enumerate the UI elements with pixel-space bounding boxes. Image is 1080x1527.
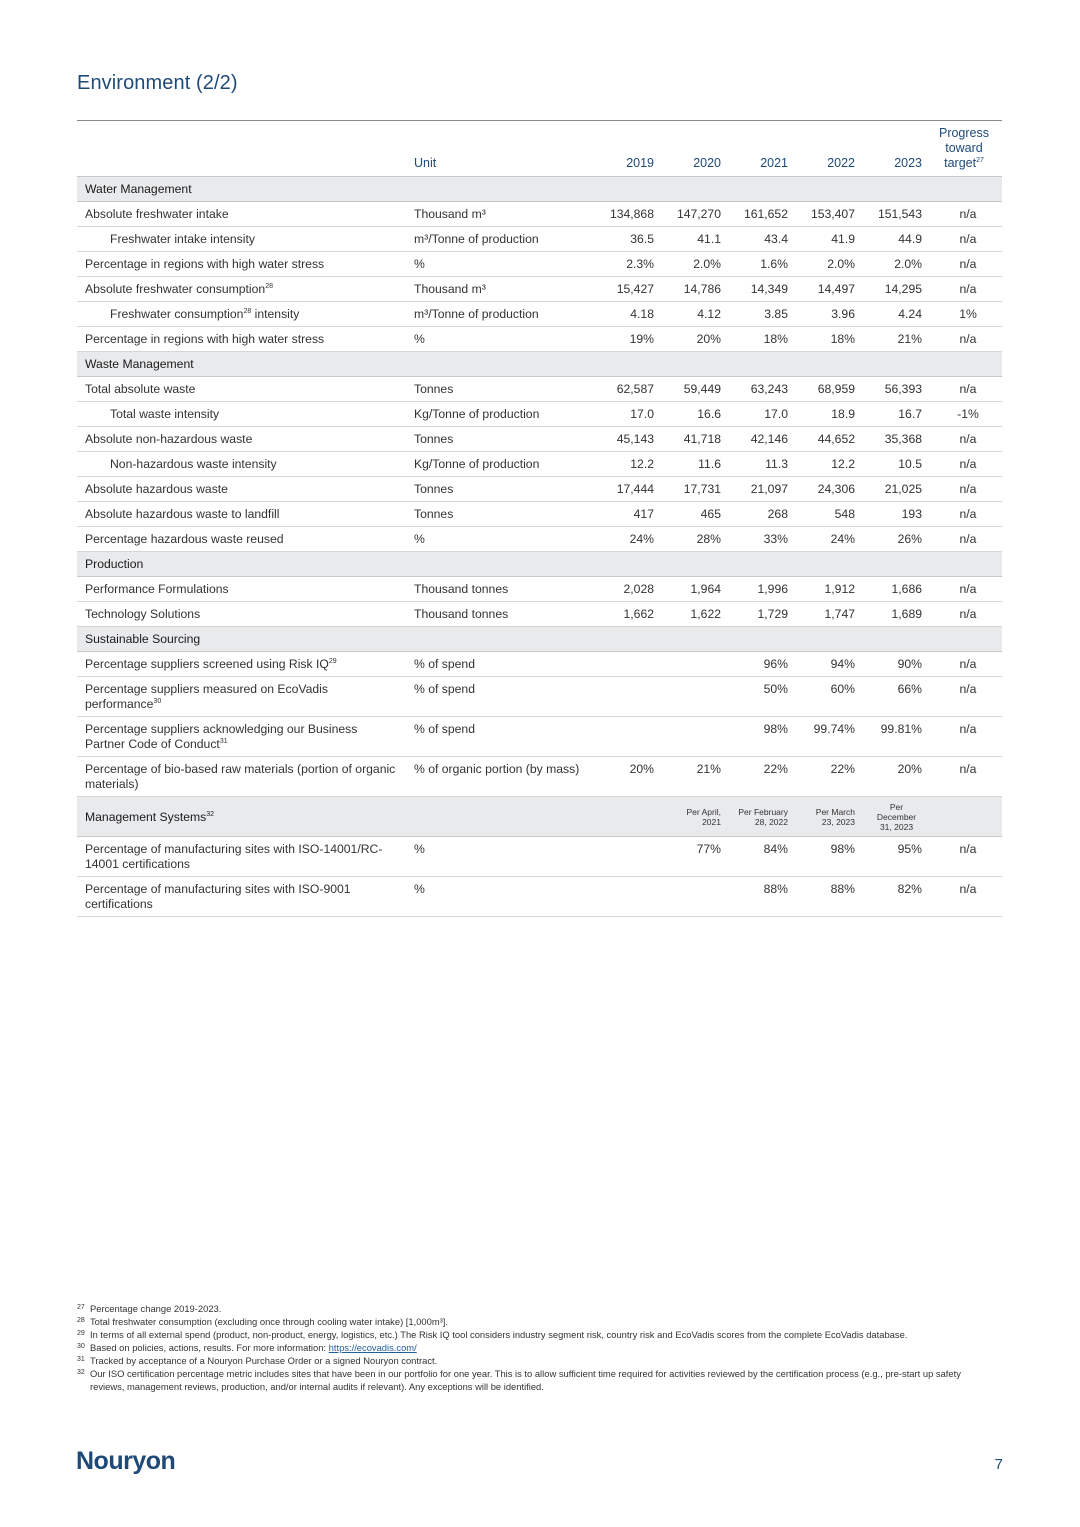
value-2020: 59,449	[662, 377, 729, 402]
footnote	[77, 1328, 977, 1341]
footnote-number: 31	[77, 1356, 85, 1363]
value-2021: 268	[729, 502, 796, 527]
as-of-text: Per March	[815, 807, 855, 817]
value-progress: n/a	[930, 427, 1002, 452]
footnote	[77, 1315, 977, 1328]
table-row	[77, 502, 1002, 527]
metric-unit: Kg/Tonne of production	[406, 452, 595, 477]
value-2020: 4.12	[662, 302, 729, 327]
metric-unit: Thousand m³	[406, 277, 595, 302]
value-2019: 417	[595, 502, 662, 527]
value-2023: 95%	[863, 837, 930, 877]
value-progress: n/a	[930, 252, 1002, 277]
section-production	[77, 552, 1002, 577]
metric-label: Technology Solutions	[77, 602, 406, 627]
value-2020: 41,718	[662, 427, 729, 452]
metric-unit: % of spend	[406, 652, 595, 677]
value-2023: 82%	[863, 877, 930, 917]
header-progress-line3: target	[944, 156, 977, 170]
value-2021: 18%	[729, 327, 796, 352]
header-progress	[930, 121, 1002, 177]
as-of-2019	[595, 797, 662, 837]
value-progress: 1%	[930, 302, 1002, 327]
footnote-text	[90, 1341, 977, 1354]
metric-label-text: Percentage suppliers acknowledging our Business Partner Code of Conduct	[85, 722, 358, 751]
table-row	[77, 757, 1002, 797]
value-2019	[595, 877, 662, 917]
footnote-text: Percentage change 2019-2023.	[90, 1303, 222, 1314]
footnote-ref: 32	[206, 810, 215, 818]
header-year-2019: 2019	[595, 121, 662, 177]
footnote-text-body: Based on policies, actions, results. For more information:	[90, 1342, 329, 1353]
section-title-text: Management Systems	[85, 809, 207, 824]
as-of-2021	[729, 797, 796, 837]
value-2021: 1,996	[729, 577, 796, 602]
value-progress: -1%	[930, 402, 1002, 427]
value-2022: 99.74%	[796, 717, 863, 757]
table-row	[77, 302, 1002, 327]
metric-unit: % of spend	[406, 717, 595, 757]
section-title: Waste Management	[77, 352, 1002, 377]
header-unit: Unit	[406, 121, 595, 177]
as-of-text: Per April,	[686, 807, 721, 817]
value-progress: n/a	[930, 227, 1002, 252]
table-row	[77, 202, 1002, 227]
value-2021: 63,243	[729, 377, 796, 402]
header-progress-line2: toward	[945, 141, 983, 155]
footnote-number: 32	[77, 1369, 85, 1376]
metric-label: Percentage of manufacturing sites with ISO-9001 certifications	[77, 877, 406, 917]
value-2023: 35,368	[863, 427, 930, 452]
value-2021: 1.6%	[729, 252, 796, 277]
footnote	[77, 1341, 977, 1354]
footnote-text: Tracked by acceptance of a Nouryon Purchase Order or a signed Nouryon contract.	[90, 1355, 438, 1366]
value-2022: 98%	[796, 837, 863, 877]
section-sustainable-sourcing	[77, 627, 1002, 652]
table-row	[77, 837, 1002, 877]
value-2021: 3.85	[729, 302, 796, 327]
value-2022: 68,959	[796, 377, 863, 402]
header-progress-line1: Progress	[938, 126, 990, 140]
value-2021: 22%	[729, 757, 796, 797]
value-2021: 43.4	[729, 227, 796, 252]
value-2023: 193	[863, 502, 930, 527]
value-2019: 45,143	[595, 427, 662, 452]
value-2021: 1,729	[729, 602, 796, 627]
value-2022: 3.96	[796, 302, 863, 327]
value-progress: n/a	[930, 602, 1002, 627]
footnote-ref: 28	[243, 307, 252, 315]
value-progress: n/a	[930, 717, 1002, 757]
value-2022: 1,747	[796, 602, 863, 627]
value-2022: 548	[796, 502, 863, 527]
value-2021: 17.0	[729, 402, 796, 427]
value-progress: n/a	[930, 877, 1002, 917]
value-2022: 24,306	[796, 477, 863, 502]
value-2020: 20%	[662, 327, 729, 352]
metric-label	[77, 302, 406, 327]
table-row	[77, 717, 1002, 757]
footnote	[77, 1367, 977, 1393]
page-number: 7	[994, 1456, 1003, 1473]
value-2022: 1,912	[796, 577, 863, 602]
value-2022: 153,407	[796, 202, 863, 227]
footnote-ref: 27	[976, 156, 984, 164]
metric-label	[77, 677, 406, 717]
section-management-systems	[77, 797, 1002, 837]
value-progress: n/a	[930, 477, 1002, 502]
value-2019: 36.5	[595, 227, 662, 252]
value-2023: 1,686	[863, 577, 930, 602]
value-2022: 44,652	[796, 427, 863, 452]
value-2023: 2.0%	[863, 252, 930, 277]
value-2023: 1,689	[863, 602, 930, 627]
value-2021: 21,097	[729, 477, 796, 502]
value-2023: 14,295	[863, 277, 930, 302]
table-row	[77, 877, 1002, 917]
value-2021: 84%	[729, 837, 796, 877]
value-2020: 2.0%	[662, 252, 729, 277]
table-row	[77, 252, 1002, 277]
value-progress: n/a	[930, 577, 1002, 602]
value-2019: 19%	[595, 327, 662, 352]
value-2023: 90%	[863, 652, 930, 677]
value-2019: 17,444	[595, 477, 662, 502]
value-2023: 4.24	[863, 302, 930, 327]
value-2021: 33%	[729, 527, 796, 552]
value-2021: 14,349	[729, 277, 796, 302]
footnote-text: Total freshwater consumption (excluding once through cooling water intake) [1,000m³].	[90, 1316, 449, 1327]
value-2022: 60%	[796, 677, 863, 717]
metric-unit: %	[406, 877, 595, 917]
value-2019: 2,028	[595, 577, 662, 602]
value-progress: n/a	[930, 677, 1002, 717]
value-2022: 12.2	[796, 452, 863, 477]
value-2022: 41.9	[796, 227, 863, 252]
value-2019: 12.2	[595, 452, 662, 477]
value-2020: 11.6	[662, 452, 729, 477]
value-progress: n/a	[930, 527, 1002, 552]
value-2023: 56,393	[863, 377, 930, 402]
header-year-2021: 2021	[729, 121, 796, 177]
value-progress: n/a	[930, 202, 1002, 227]
as-of-text: 2021	[702, 817, 721, 827]
metric-label-text: Percentage suppliers measured on EcoVadis performance	[85, 682, 328, 711]
metric-label: Percentage in regions with high water stress	[77, 252, 406, 277]
table-row	[77, 477, 1002, 502]
value-2019: 15,427	[595, 277, 662, 302]
as-of-text: Per	[889, 802, 904, 812]
table-row	[77, 377, 1002, 402]
value-2019: 134,868	[595, 202, 662, 227]
table-row	[77, 427, 1002, 452]
value-2022: 18.9	[796, 402, 863, 427]
value-2020: 17,731	[662, 477, 729, 502]
footnote-text: Our ISO certification percentage metric includes sites that have been in our portfolio for one year. This is to allow sufficient time required for activities reviewed by the certification process (e.g., pre-start up safety reviews, management reviews, production, and/or internal audits if relevant). Any exceptions will be identified.	[90, 1368, 961, 1392]
footnote-ref: 31	[219, 737, 228, 745]
metric-unit: Thousand tonnes	[406, 577, 595, 602]
metric-unit: %	[406, 327, 595, 352]
value-2020	[662, 677, 729, 717]
table-header-row	[77, 121, 1002, 177]
section-waste-management	[77, 352, 1002, 377]
metric-label	[77, 277, 406, 302]
metric-label-text: intensity	[251, 307, 300, 321]
footnote-ref: 28	[265, 282, 273, 290]
metric-unit: %	[406, 527, 595, 552]
value-2019	[595, 652, 662, 677]
metric-unit: Tonnes	[406, 427, 595, 452]
footnote-number: 28	[77, 1317, 85, 1324]
value-2023: 10.5	[863, 452, 930, 477]
value-2023: 66%	[863, 677, 930, 717]
table-row	[77, 527, 1002, 552]
as-of-text: 23, 2023	[821, 817, 855, 827]
value-progress: n/a	[930, 837, 1002, 877]
metric-label: Freshwater intake intensity	[77, 227, 406, 252]
table-row	[77, 327, 1002, 352]
footnote-number: 30	[77, 1343, 85, 1350]
value-2022: 94%	[796, 652, 863, 677]
environment-data-table	[77, 120, 1002, 917]
as-of-2022	[796, 797, 863, 837]
table-row	[77, 602, 1002, 627]
header-metric	[77, 121, 406, 177]
value-2019	[595, 717, 662, 757]
footnote-number: 27	[77, 1304, 85, 1311]
value-2023: 99.81%	[863, 717, 930, 757]
value-2023: 20%	[863, 757, 930, 797]
metric-unit: % of spend	[406, 677, 595, 717]
value-2020: 16.6	[662, 402, 729, 427]
ecovadis-link[interactable]: https://ecovadis.com/	[328, 1342, 417, 1353]
metric-label: Absolute non-hazardous waste	[77, 427, 406, 452]
metric-label	[77, 652, 406, 677]
value-2023: 44.9	[863, 227, 930, 252]
value-2021: 161,652	[729, 202, 796, 227]
metric-label: Total waste intensity	[77, 402, 406, 427]
table-row	[77, 227, 1002, 252]
as-of-2023	[863, 797, 930, 837]
table-row	[77, 577, 1002, 602]
value-2021: 42,146	[729, 427, 796, 452]
metric-label: Absolute freshwater intake	[77, 202, 406, 227]
value-2020: 1,622	[662, 602, 729, 627]
value-2019: 4.18	[595, 302, 662, 327]
metric-label: Percentage in regions with high water stress	[77, 327, 406, 352]
metric-label-text: Freshwater consumption	[110, 307, 244, 321]
value-2023: 16.7	[863, 402, 930, 427]
table-row	[77, 277, 1002, 302]
value-2023: 21%	[863, 327, 930, 352]
metric-unit: Tonnes	[406, 502, 595, 527]
value-progress: n/a	[930, 502, 1002, 527]
value-2020: 465	[662, 502, 729, 527]
value-2020	[662, 652, 729, 677]
as-of-text: December	[876, 812, 917, 822]
value-2021: 96%	[729, 652, 796, 677]
footnote-text: In terms of all external spend (product, non-product, energy, logistics, etc.) The Risk IQ tool considers industry segment risk, country risk and EcoVadis scores from the complete EcoVadis database.	[90, 1329, 908, 1340]
metric-label: Percentage hazardous waste reused	[77, 527, 406, 552]
metric-unit: Tonnes	[406, 477, 595, 502]
as-of-text: Per February	[738, 807, 788, 817]
section-title: Sustainable Sourcing	[77, 627, 1002, 652]
value-2022: 22%	[796, 757, 863, 797]
value-2019: 24%	[595, 527, 662, 552]
value-2020: 1,964	[662, 577, 729, 602]
metric-unit: m³/Tonne of production	[406, 227, 595, 252]
metric-label	[77, 717, 406, 757]
value-2020: 14,786	[662, 277, 729, 302]
value-progress: n/a	[930, 277, 1002, 302]
value-2019: 20%	[595, 757, 662, 797]
value-2020: 21%	[662, 757, 729, 797]
footnote	[77, 1302, 977, 1315]
metric-unit: Thousand tonnes	[406, 602, 595, 627]
metric-label: Performance Formulations	[77, 577, 406, 602]
value-2022: 88%	[796, 877, 863, 917]
value-2019	[595, 677, 662, 717]
header-year-2020: 2020	[662, 121, 729, 177]
metric-unit: Thousand m³	[406, 202, 595, 227]
value-progress: n/a	[930, 377, 1002, 402]
value-2023: 151,543	[863, 202, 930, 227]
value-2020: 41.1	[662, 227, 729, 252]
footnote-number: 29	[77, 1330, 85, 1337]
metric-label-text: Percentage suppliers screened using Risk IQ	[85, 657, 329, 671]
value-2022: 18%	[796, 327, 863, 352]
value-2023: 21,025	[863, 477, 930, 502]
metric-unit: % of organic portion (by mass)	[406, 757, 595, 797]
metric-label: Percentage of manufacturing sites with ISO-14001/RC-14001 certifications	[77, 837, 406, 877]
value-2020	[662, 717, 729, 757]
header-year-2022: 2022	[796, 121, 863, 177]
footnote-ref: 29	[328, 657, 337, 665]
value-progress: n/a	[930, 452, 1002, 477]
footnotes	[77, 1302, 977, 1393]
value-2020: 147,270	[662, 202, 729, 227]
value-progress: n/a	[930, 652, 1002, 677]
value-2021: 88%	[729, 877, 796, 917]
as-of-progress	[930, 797, 1002, 837]
footnote-ref: 30	[153, 697, 162, 705]
value-progress: n/a	[930, 327, 1002, 352]
value-progress: n/a	[930, 757, 1002, 797]
table-row	[77, 452, 1002, 477]
footnote	[77, 1354, 977, 1367]
value-2019: 2.3%	[595, 252, 662, 277]
section-title	[77, 797, 595, 837]
table-row	[77, 402, 1002, 427]
value-2022: 24%	[796, 527, 863, 552]
as-of-text: 28, 2022	[754, 817, 788, 827]
metric-unit: %	[406, 837, 595, 877]
value-2021: 11.3	[729, 452, 796, 477]
value-2022: 14,497	[796, 277, 863, 302]
value-2019: 1,662	[595, 602, 662, 627]
value-2023: 26%	[863, 527, 930, 552]
value-2019	[595, 837, 662, 877]
metric-unit: Tonnes	[406, 377, 595, 402]
metric-label: Absolute hazardous waste to landfill	[77, 502, 406, 527]
metric-label-text: Absolute freshwater consumption	[85, 282, 266, 296]
metric-label: Non-hazardous waste intensity	[77, 452, 406, 477]
table-row	[77, 677, 1002, 717]
section-water-management	[77, 177, 1002, 202]
value-2019: 62,587	[595, 377, 662, 402]
value-2021: 98%	[729, 717, 796, 757]
nouryon-logo: Nouryon	[76, 1447, 176, 1475]
table-row	[77, 652, 1002, 677]
as-of-text: 31, 2023	[879, 822, 914, 832]
header-year-2023: 2023	[863, 121, 930, 177]
page-title: Environment (2/2)	[77, 72, 238, 94]
metric-label: Absolute hazardous waste	[77, 477, 406, 502]
metric-unit: %	[406, 252, 595, 277]
value-2019: 17.0	[595, 402, 662, 427]
value-2021: 50%	[729, 677, 796, 717]
metric-label: Total absolute waste	[77, 377, 406, 402]
value-2022: 2.0%	[796, 252, 863, 277]
section-title: Water Management	[77, 177, 1002, 202]
metric-unit: m³/Tonne of production	[406, 302, 595, 327]
metric-label: Percentage of bio-based raw materials (portion of organic materials)	[77, 757, 406, 797]
as-of-2020	[662, 797, 729, 837]
metric-unit: Kg/Tonne of production	[406, 402, 595, 427]
section-title: Production	[77, 552, 1002, 577]
value-2020: 28%	[662, 527, 729, 552]
value-2020: 77%	[662, 837, 729, 877]
value-2020	[662, 877, 729, 917]
